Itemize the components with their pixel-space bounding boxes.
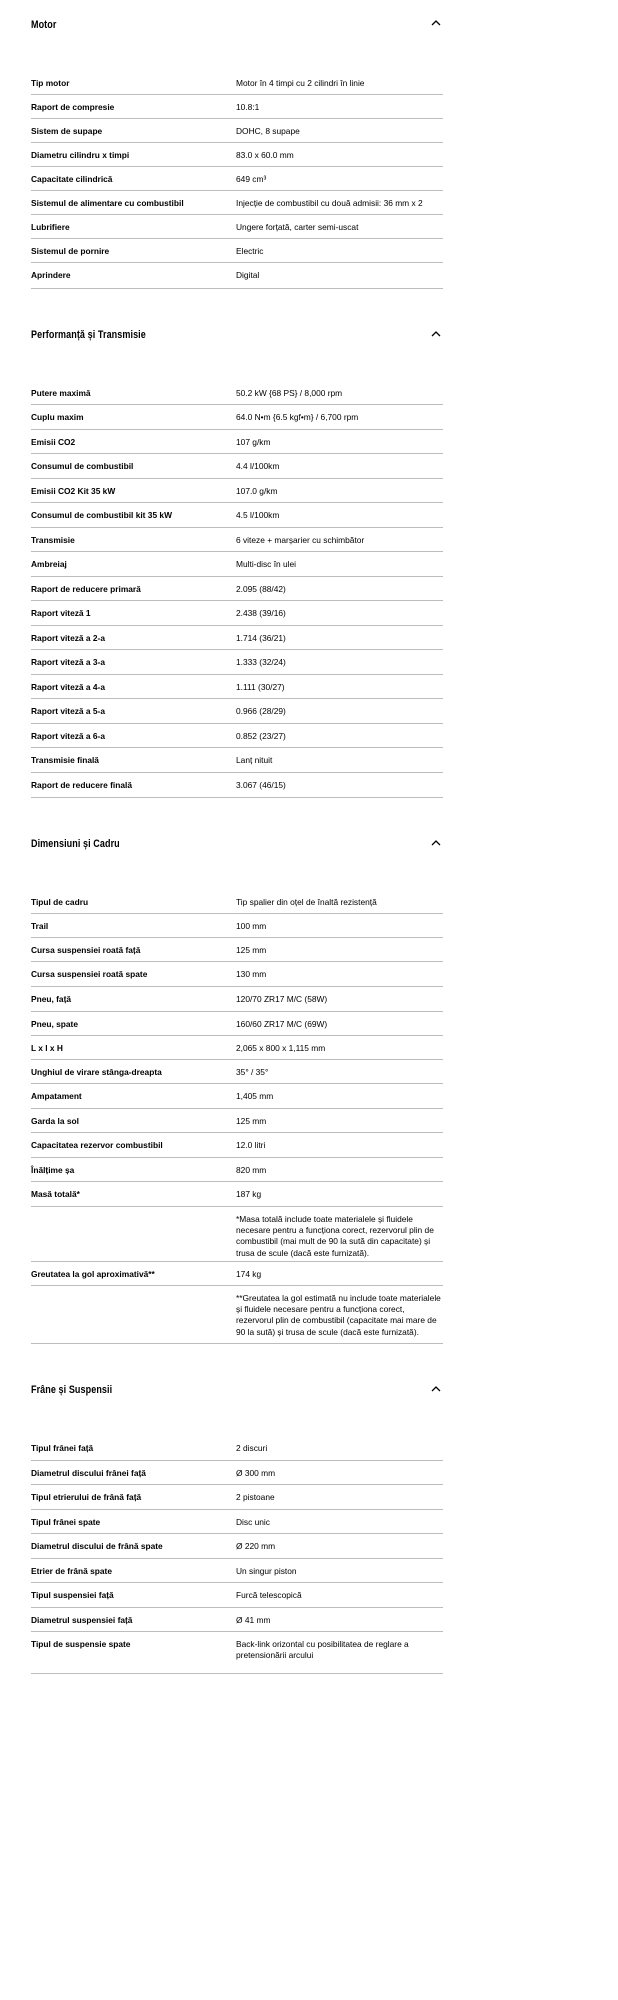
section-gap [31, 289, 443, 311]
spec-label: Tipul de cadru [31, 897, 89, 907]
spec-row [31, 748, 443, 773]
spec-row [31, 577, 443, 601]
spec-value: 130 mm [236, 969, 267, 979]
spec-label: Cursa suspensiei roată spate [31, 969, 148, 979]
spec-label: Lubrifiere [31, 222, 70, 232]
spec-label: Unghiul de virare stânga-dreapta [31, 1067, 162, 1077]
spec-table [31, 71, 443, 289]
spec-row [31, 962, 443, 987]
section-title: Motor [31, 18, 57, 31]
spec-table [31, 890, 443, 1344]
spec-row [31, 1286, 443, 1344]
spec-label: Pneu, spate [31, 1019, 79, 1029]
spec-label: Raport de reducere finală [31, 780, 132, 790]
spec-row [31, 191, 443, 215]
spec-value: 2 discuri [236, 1443, 268, 1453]
spec-value: **Greutatea la gol estimată nu include toate materialele și fluidele necesare pentru a funcționa corect, rezervorul plin de combustibil (capacitate mai mare de 90 la sută) și trusa de scule (dacă este furnizată). [236, 1293, 441, 1337]
spec-row [31, 528, 443, 552]
spec-row [31, 1534, 443, 1559]
spec-value: 820 mm [236, 1165, 267, 1175]
chevron-up-icon[interactable] [431, 18, 441, 28]
spec-label: Garda la sol [31, 1116, 79, 1126]
spec-row [31, 1060, 443, 1084]
spec-value: 1,405 mm [236, 1091, 274, 1101]
spec-label: Înălțime șa [31, 1165, 75, 1175]
spec-value: 35° / 35° [236, 1067, 269, 1077]
spec-row [31, 1262, 443, 1286]
spec-label [31, 1207, 236, 1261]
spec-label: Tipul suspensiei față [31, 1590, 114, 1600]
spec-label: Capacitate cilindrică [31, 174, 113, 184]
spec-label: Tipul de suspensie spate [31, 1639, 131, 1649]
spec-row [31, 381, 443, 405]
spec-value: Back-link orizontal cu posibilitatea de reglare a pretensionării arcului [236, 1639, 409, 1661]
spec-label: Raport viteză a 2-a [31, 633, 106, 643]
spec-label: Ambreiaj [31, 559, 67, 569]
spec-label: Consumul de combustibil [31, 461, 134, 471]
spec-label: Emisii CO2 [31, 437, 76, 447]
spec-label: Diametrul suspensiei față [31, 1615, 133, 1625]
spec-row [31, 71, 443, 95]
spec-value: 0.852 (23/27) [236, 731, 286, 741]
spec-value: 120/70 ZR17 M/C (58W) [236, 994, 328, 1004]
spec-label: Capacitatea rezervor combustibil [31, 1140, 163, 1150]
spec-value: Un singur piston [236, 1566, 297, 1576]
spec-value: 649 cm³ [236, 174, 267, 184]
spec-label: Sistem de supape [31, 126, 103, 136]
spec-row [31, 119, 443, 143]
spec-value: Multi-disc în ulei [236, 559, 297, 569]
spec-value: Digital [236, 270, 260, 280]
spec-value: Furcă telescopică [236, 1590, 302, 1600]
spec-row [31, 1559, 443, 1583]
spec-label: Raport de compresie [31, 102, 115, 112]
section-header-1[interactable] [31, 0, 443, 49]
spec-label: Trail [31, 921, 49, 931]
spec-value: 174 kg [236, 1269, 262, 1279]
spec-label: Aprindere [31, 270, 71, 280]
spec-row [31, 239, 443, 263]
spec-value: 12.0 litri [236, 1140, 266, 1150]
spec-label: L x l x H [31, 1043, 63, 1053]
spec-label: Masă totală* [31, 1189, 80, 1199]
spec-value: 100 mm [236, 921, 267, 931]
spec-value: *Masa totală include toate materialele și fluidele necesare pentru a funcționa corect, rezervorul plin de combustibil (mai mult de 90 la sută din capacitate) și trusa de scule (dacă este furnizată). [236, 1214, 434, 1258]
spec-row [31, 1485, 443, 1510]
section-title: Dimensiuni și Cadru [31, 838, 120, 850]
section-title: Frâne și Suspensii [31, 1384, 113, 1396]
spec-row [31, 143, 443, 167]
spec-label: Tip motor [31, 78, 70, 88]
spec-row [31, 724, 443, 748]
section-spacer [31, 359, 443, 381]
spec-value: 64.0 N•m {6.5 kgf•m} / 6,700 rpm [236, 412, 359, 422]
spec-label: Diametrul discului de frână spate [31, 1541, 163, 1551]
spec-row [31, 1207, 443, 1262]
spec-row [31, 1133, 443, 1158]
spec-label: Greutatea la gol aproximativă** [31, 1269, 155, 1279]
spec-value: 2 pistoane [236, 1492, 275, 1502]
spec-label: Raport viteză a 3-a [31, 657, 106, 667]
spec-value: Ø 300 mm [236, 1468, 276, 1478]
spec-row [31, 773, 443, 798]
spec-row [31, 215, 443, 239]
section-spacer [31, 49, 443, 71]
spec-value: 10.8:1 [236, 102, 260, 112]
spec-row [31, 479, 443, 503]
chevron-up-icon[interactable] [431, 838, 441, 848]
spec-label: Pneu, față [31, 994, 72, 1004]
spec-value: Ungere forțată, carter semi-uscat [236, 222, 359, 232]
spec-row [31, 1461, 443, 1485]
spec-value: Electric [236, 246, 264, 256]
spec-label: Diametrul discului frânei față [31, 1468, 146, 1478]
section-gap [31, 1674, 443, 1696]
spec-row [31, 914, 443, 938]
spec-accordion [31, 0, 443, 1696]
spec-value: Tip spalier din oțel de înaltă rezistență [236, 897, 377, 907]
spec-label: Transmisie [31, 535, 75, 545]
spec-label: Diametru cilindru x timpi [31, 150, 130, 160]
spec-label: Cursa suspensiei roată față [31, 945, 141, 955]
spec-label: Putere maximă [31, 388, 91, 398]
spec-label [31, 1286, 236, 1343]
spec-value: 2.438 (39/16) [236, 608, 286, 618]
spec-value: 4.5 l/100km [236, 510, 280, 520]
spec-label: Raport de reducere primară [31, 584, 141, 594]
spec-label: Tipul frânei față [31, 1443, 94, 1453]
spec-row [31, 263, 443, 289]
spec-label: Sistemul de alimentare cu combustibil [31, 198, 184, 208]
spec-row [31, 430, 443, 454]
section-title: Performanță și Transmisie [31, 329, 146, 341]
spec-row [31, 454, 443, 479]
spec-label: Raport viteză 1 [31, 608, 91, 618]
spec-value: 2.095 (88/42) [236, 584, 286, 594]
spec-value: 160/60 ZR17 M/C (69W) [236, 1019, 328, 1029]
spec-row [31, 1436, 443, 1461]
spec-value: 0.966 (28/29) [236, 706, 286, 716]
spec-row [31, 167, 443, 191]
spec-value: 107 g/km [236, 437, 271, 447]
spec-table [31, 381, 443, 798]
spec-row [31, 1632, 443, 1674]
spec-value: 1.714 (36/21) [236, 633, 286, 643]
spec-value: 6 viteze + marșarier cu schimbător [236, 535, 365, 545]
spec-label: Etrier de frână spate [31, 1566, 112, 1576]
section-header-3[interactable] [31, 820, 443, 868]
spec-row [31, 405, 443, 430]
section-spacer [31, 868, 443, 890]
spec-label: Consumul de combustibil kit 35 kW [31, 510, 172, 520]
spec-label: Cuplu maxim [31, 412, 84, 422]
spec-value: Motor în 4 timpi cu 2 cilindri în linie [236, 78, 365, 88]
spec-row [31, 626, 443, 650]
spec-row [31, 890, 443, 914]
spec-label: Raport viteză a 5-a [31, 706, 106, 716]
spec-value: 3.067 (46/15) [236, 780, 286, 790]
spec-value: 2,065 x 800 x 1,115 mm [236, 1043, 326, 1053]
spec-row [31, 503, 443, 528]
section-gap [31, 1344, 443, 1366]
spec-value: 83.0 x 60.0 mm [236, 150, 294, 160]
spec-row [31, 601, 443, 626]
spec-row [31, 1182, 443, 1207]
spec-row [31, 552, 443, 577]
spec-row [31, 1109, 443, 1133]
spec-row [31, 1583, 443, 1608]
spec-row [31, 1608, 443, 1632]
spec-value: 187 kg [236, 1189, 262, 1199]
spec-row [31, 1510, 443, 1534]
section-header-2[interactable] [31, 311, 443, 359]
spec-value: Ø 220 mm [236, 1541, 276, 1551]
spec-value: 107.0 g/km [236, 486, 278, 496]
spec-label: Transmisie finală [31, 755, 99, 765]
section-spacer [31, 1414, 443, 1436]
spec-value: Disc unic [236, 1517, 270, 1527]
spec-value: 125 mm [236, 945, 267, 955]
spec-row [31, 987, 443, 1012]
spec-row [31, 675, 443, 699]
spec-value: 1.111 (30/27) [236, 682, 285, 692]
spec-label: Sistemul de pornire [31, 246, 110, 256]
spec-table [31, 1436, 443, 1674]
spec-row [31, 650, 443, 675]
chevron-up-icon[interactable] [431, 329, 441, 339]
spec-value: Ø 41 mm [236, 1615, 271, 1625]
chevron-up-icon[interactable] [431, 1384, 441, 1394]
spec-value: DOHC, 8 supape [236, 126, 300, 136]
spec-row [31, 1012, 443, 1036]
spec-value: 50.2 kW {68 PS} / 8,000 rpm [236, 388, 343, 398]
spec-label: Tipul frânei spate [31, 1517, 101, 1527]
spec-value: Lanț nituit [236, 755, 273, 765]
spec-row [31, 1084, 443, 1109]
spec-row [31, 938, 443, 962]
spec-value: Injecție de combustibil cu două admisii: 36 mm x 2 [236, 198, 423, 208]
spec-row [31, 95, 443, 119]
spec-label: Emisii CO2 Kit 35 kW [31, 486, 116, 496]
spec-row [31, 699, 443, 724]
spec-label: Tipul etrierului de frână față [31, 1492, 142, 1502]
spec-label: Raport viteză a 6-a [31, 731, 106, 741]
spec-row [31, 1158, 443, 1182]
spec-label: Raport viteză a 4-a [31, 682, 106, 692]
spec-value: 125 mm [236, 1116, 267, 1126]
spec-value: 1.333 (32/24) [236, 657, 286, 667]
spec-value: 4.4 l/100km [236, 461, 280, 471]
spec-label: Ampatament [31, 1091, 82, 1101]
section-gap [31, 798, 443, 820]
spec-row [31, 1036, 443, 1060]
section-header-4[interactable] [31, 1366, 443, 1414]
